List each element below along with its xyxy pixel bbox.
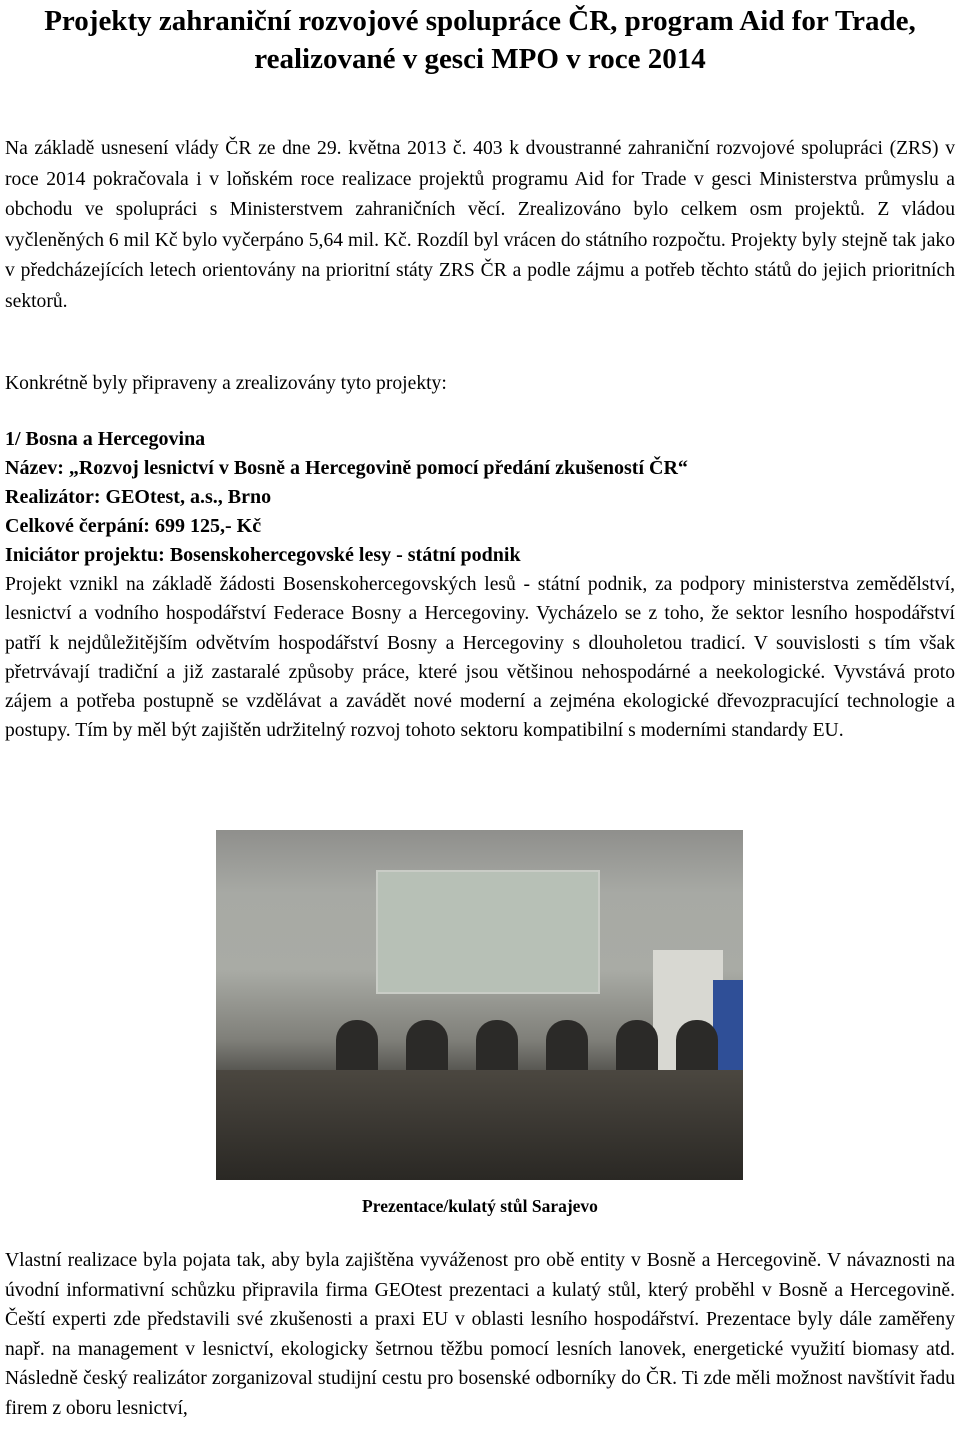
- photo-caption: Prezentace/kulatý stůl Sarajevo: [362, 1196, 598, 1216]
- document-title: Projekty zahraniční rozvojové spolupráce ČR, program Aid for Trade, realizované v gesci MPO v roce 2014: [44, 5, 916, 75]
- projects-lead-paragraph: [5, 369, 955, 399]
- realization-paragraph: [5, 1246, 955, 1423]
- projection-screen: [376, 870, 600, 994]
- project-description-text: Projekt vznikl na základě žádosti Bosenskohercegovských lesů - státní podnik, za podpory ministerstva zemědělství, lesnictví a vodního hospodářství Federace Bosny a Hercegoviny. Vycházelo se z toho, že sektor lesního hospodářství patří k nejdůležitějším odvětvím hospodářství Bosny a Hercegoviny s dlouholetou tradicí. V souvislosti s tím však přetrvávají tradiční a již zastaralé způsoby práce, které jsou většinou nehospodárné a neekologické. Vyvstává proto zájem a potřeba postupně se vzdělávat a zavádět nové moderní a zejména ekologické dřevozpracující technologie a postupy. Tím by měl být zajištěn udržitelný rozvoj tohoto sektoru kompatibilní s moderními standardy EU.: [5, 574, 955, 742]
- intro-paragraph: [5, 134, 955, 317]
- realization-text: Vlastní realizace byla pojata tak, aby byla zajištěna vyváženost pro obě entity v Bosně a Hercegovině. V návaznosti na úvodní informativní schůzku připravila firma GEOtest prezentaci a kulatý stůl, který proběhl v Bosně a Hercegovině. Čeští experti zde představili své zkušenosti a praxi EU v oblasti lesního hospodářství. Prezentace byly dále zaměřeny např. na management v lesnictví, ekologicky šetrnou těžbu pomocí lesních lanovek, energetické využití biomasy atd. Následně český realizátor zorganizoval studijní cestu pro bosenské odborníky do ČR. Ti zde měli možnost navštívit řadu firem z oboru lesnictví,: [5, 1250, 955, 1419]
- round-table-photo: [216, 830, 743, 1180]
- intro-text: Na základě usnesení vlády ČR ze dne 29. května 2013 č. 403 k dvoustranné zahraniční rozvojové spolupráci (ZRS) v roce 2014 pokračovala i v loňském roce realizace projektů programu Aid for Trade v gesci Ministerstva průmyslu a obchodu ve spolupráci s Ministerstvem zahraničních věcí. Zrealizováno bylo celkem osm projektů. Z vládou vyčleněných 6 mil Kč bylo vyčerpáno 5,64 mil. Kč. Rozdíl byl vrácen do státního rozpočtu. Projekty byly stejně tak jako v předcházejících letech orientovány na prioritní státy ZRS ČR a podle zájmu a potřeb těchto států do jejich prioritních sektorů.: [5, 138, 955, 312]
- project-country-heading: 1/ Bosna a Hercegovina: [5, 428, 206, 450]
- project-name: Název: „Rozvoj lesnictví v Bosně a Hercegovině pomocí předání zkušeností ČR“: [5, 457, 688, 479]
- project-description-paragraph: [5, 570, 955, 746]
- project-initiator: Iniciátor projektu: Bosenskohercegovské lesy - státní podnik: [5, 544, 521, 566]
- projects-lead-text: Konkrétně byly připraveny a zrealizovány tyto projekty:: [5, 373, 447, 394]
- project-realizer: Realizátor: GEOtest, a.s., Brno: [5, 486, 272, 508]
- conference-table: [216, 1070, 743, 1180]
- project-header: [5, 425, 955, 570]
- project-total-spending: Celkové čerpání: 699 125,- Kč: [5, 515, 262, 537]
